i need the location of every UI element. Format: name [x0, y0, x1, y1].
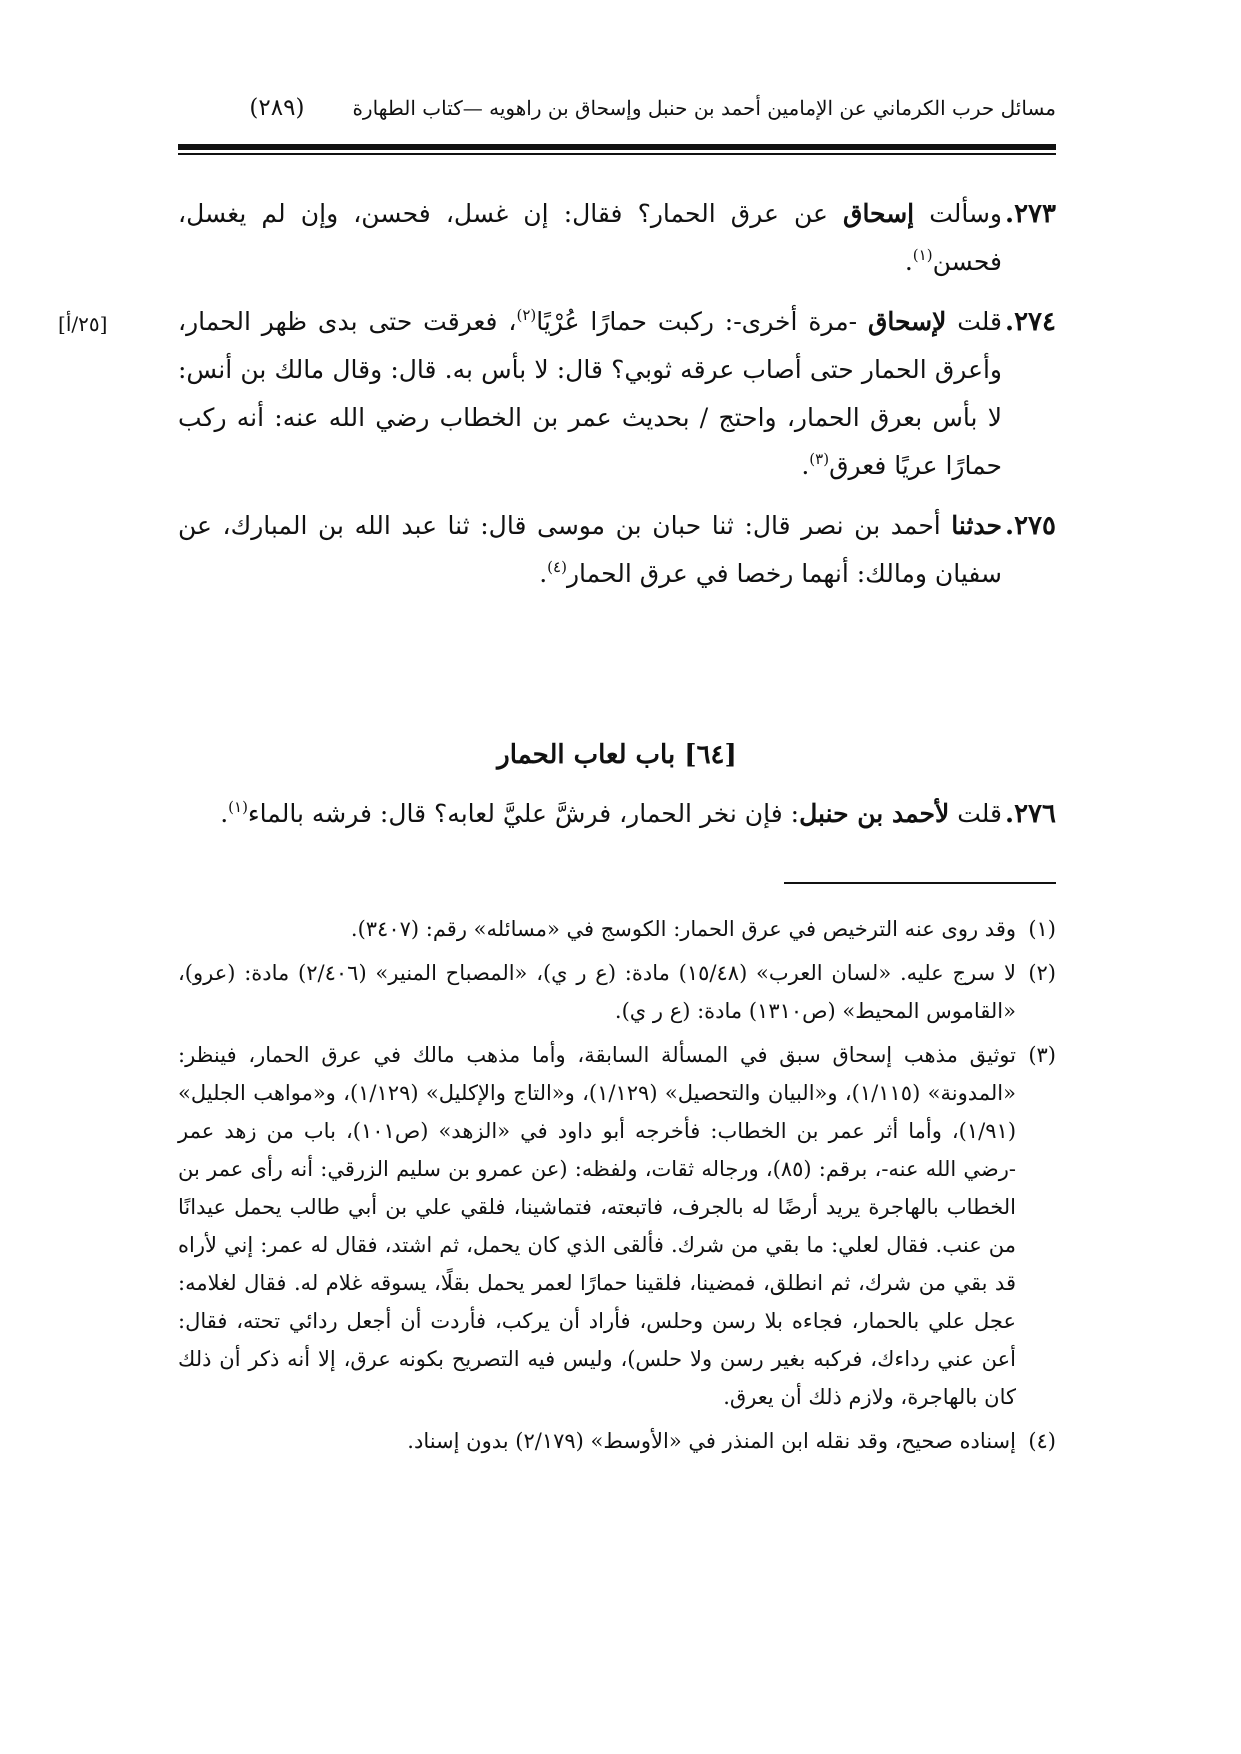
- header-rule-thin: [178, 153, 1056, 155]
- entry-274: [178, 298, 1056, 490]
- entry-text: : فإن نخر الحمار، فرشَّ عليَّ لعابه؟ قال: فرشه بالماء: [247, 799, 800, 828]
- entry-keyword: لإسحاق: [867, 307, 947, 336]
- entry-text: -مرة أخرى-: ركبت حمارًا عُرْيًا: [536, 307, 868, 336]
- entry-text: ، فعرقت حتى بدى ظهر الحمار، وأعرق الحمار حتى أصاب عرقه ثوبي؟ قال: لا بأس به. قال: وقال مالك بن أنس: لا بأس بعرق الحمار، واحتج / بحديث عمر بن الخطاب رضي الله عنه: أنه ركب حمارًا عريًا فعرق: [178, 307, 1002, 480]
- footnote-1: [178, 910, 1056, 948]
- entry-keyword: إسحاق: [843, 199, 915, 228]
- footnote-number: (٢): [1028, 961, 1056, 985]
- header-rule-thick: [178, 144, 1056, 150]
- running-title: مسائل حرب الكرماني عن الإمامين أحمد بن حنبل وإسحاق بن راهويه —كتاب الطهارة: [352, 96, 1056, 120]
- footnote-text: توثيق مذهب إسحاق سبق في المسألة السابقة، وأما مذهب مالك في عرق الحمار، فينظر: «المدونة» (١/١١٥)، و«البيان والتحصيل» (١/١٢٩)، و«التاج والإكليل» (١/١٢٩)، و«مواهب الجليل» (١/٩١)، وأما أثر عمر بن الخطاب: فأخرجه أبو داود في «الزهد» (ص١٠١)، باب من زهد عمر -رضي الله عنه-، برقم: (٨٥)، ورجاله ثقات، ولفظه: (عن عمرو بن سليم الزرقي: أنه رأى عمر بن الخطاب بالهاجرة يريد أرضًا له بالجرف، فاتبعته، فتماشينا، فلقي علي بن أبي طالب يحمل عيدانًا من عنب. فقال لعلي: ما بقي من شرك. فألقى الذي كان يحمل، ثم اشتد، فقال له عمر: إني لأراه قد بقي من شرك، ثم انطلق، فمضينا، فلقينا حمارًا لعمر يحمل بقلًا، يسوقه غلام له. فقال لغلامه: عجل علي بالحمار، فجاءه بلا رسن وحلس، فأراد أن يركب، فأردت أن أجعل ردائي تحته، فقال: أعن عني رداءك، فركبه بغير رسن ولا حلس)، وليس فيه التصريح بكونه عرق، إلا أنه ذكر أن ذلك كان بالهاجرة، ولازم ذلك أن يعرق.: [178, 1043, 1017, 1409]
- chapter-body: [178, 790, 1056, 850]
- entry-text: أحمد بن نصر قال: ثنا حبان بن موسى قال: ثنا عبد الله بن المبارك، عن سفيان ومالك: أنهما رخصا في عرق الحمار: [178, 511, 1002, 588]
- footnote-separator: [784, 882, 1056, 884]
- footnote-reference[interactable]: (٣): [809, 450, 830, 468]
- manuscript-folio-marker: [٢٥/أ]: [58, 312, 108, 336]
- entry-punctuation: .: [904, 247, 913, 276]
- entry-273: [178, 190, 1056, 286]
- entry-text: عن عرق الحمار؟ فقال: إن غسل، فحسن، وإن لم يغسل، فحسن: [178, 199, 1002, 276]
- page-header: [228, 88, 1056, 128]
- footnote-reference[interactable]: (٤): [547, 558, 567, 576]
- entry-number: ٢٧٤.: [1005, 307, 1056, 337]
- entry-275: [178, 502, 1056, 598]
- entry-punctuation: .: [220, 799, 229, 828]
- footnote-number: (٣): [1028, 1043, 1056, 1067]
- footnote-3: [178, 1036, 1056, 1416]
- footnote-text: وقد روى عنه الترخيص في عرق الحمار: الكوسج في «مسائله» رقم: (٣٤٠٧).: [350, 917, 1016, 941]
- footnotes: [178, 910, 1056, 1466]
- footnote-reference[interactable]: (١): [228, 798, 248, 816]
- footnote-number: (١): [1028, 917, 1056, 941]
- footnote-reference[interactable]: (٢): [516, 306, 537, 324]
- entry-number: ٢٧٥.: [1005, 511, 1056, 541]
- entry-text: وسألت: [914, 199, 1002, 228]
- entry-punctuation: .: [801, 451, 810, 480]
- entry-keyword: حدثنا: [951, 511, 1002, 540]
- footnote-4: [178, 1422, 1056, 1460]
- entry-number: ٢٧٣.: [1005, 199, 1056, 229]
- footnote-2: [178, 954, 1056, 1030]
- chapter-number: [٦٤]: [684, 740, 737, 770]
- entry-punctuation: .: [539, 559, 548, 588]
- entry-number: ٢٧٦.: [1005, 799, 1056, 829]
- entry-text: قلت: [946, 307, 1002, 336]
- entry-276: [178, 790, 1056, 838]
- chapter-title: باب لعاب الحمار: [497, 740, 676, 770]
- entry-text: قلت: [949, 799, 1002, 828]
- footnote-text: لا سرج عليه. «لسان العرب» (١٥/٤٨) مادة: (ع ر ي)، «المصباح المنير» (٢/٤٠٦) مادة: (عرو)، «القاموس المحيط» (ص١٣١٠) مادة: (ع ر ي).: [178, 961, 1016, 1023]
- footnote-number: (٤): [1028, 1429, 1056, 1453]
- chapter-heading: [178, 735, 1056, 775]
- page-number: (٢٨٩): [249, 95, 305, 121]
- body-text: [178, 190, 1056, 610]
- entry-keyword: لأحمد بن حنبل: [799, 799, 950, 828]
- footnote-reference[interactable]: (١): [912, 246, 933, 264]
- footnote-text: إسناده صحيح، وقد نقله ابن المنذر في «الأوسط» (٢/١٧٩) بدون إسناد.: [407, 1429, 1016, 1453]
